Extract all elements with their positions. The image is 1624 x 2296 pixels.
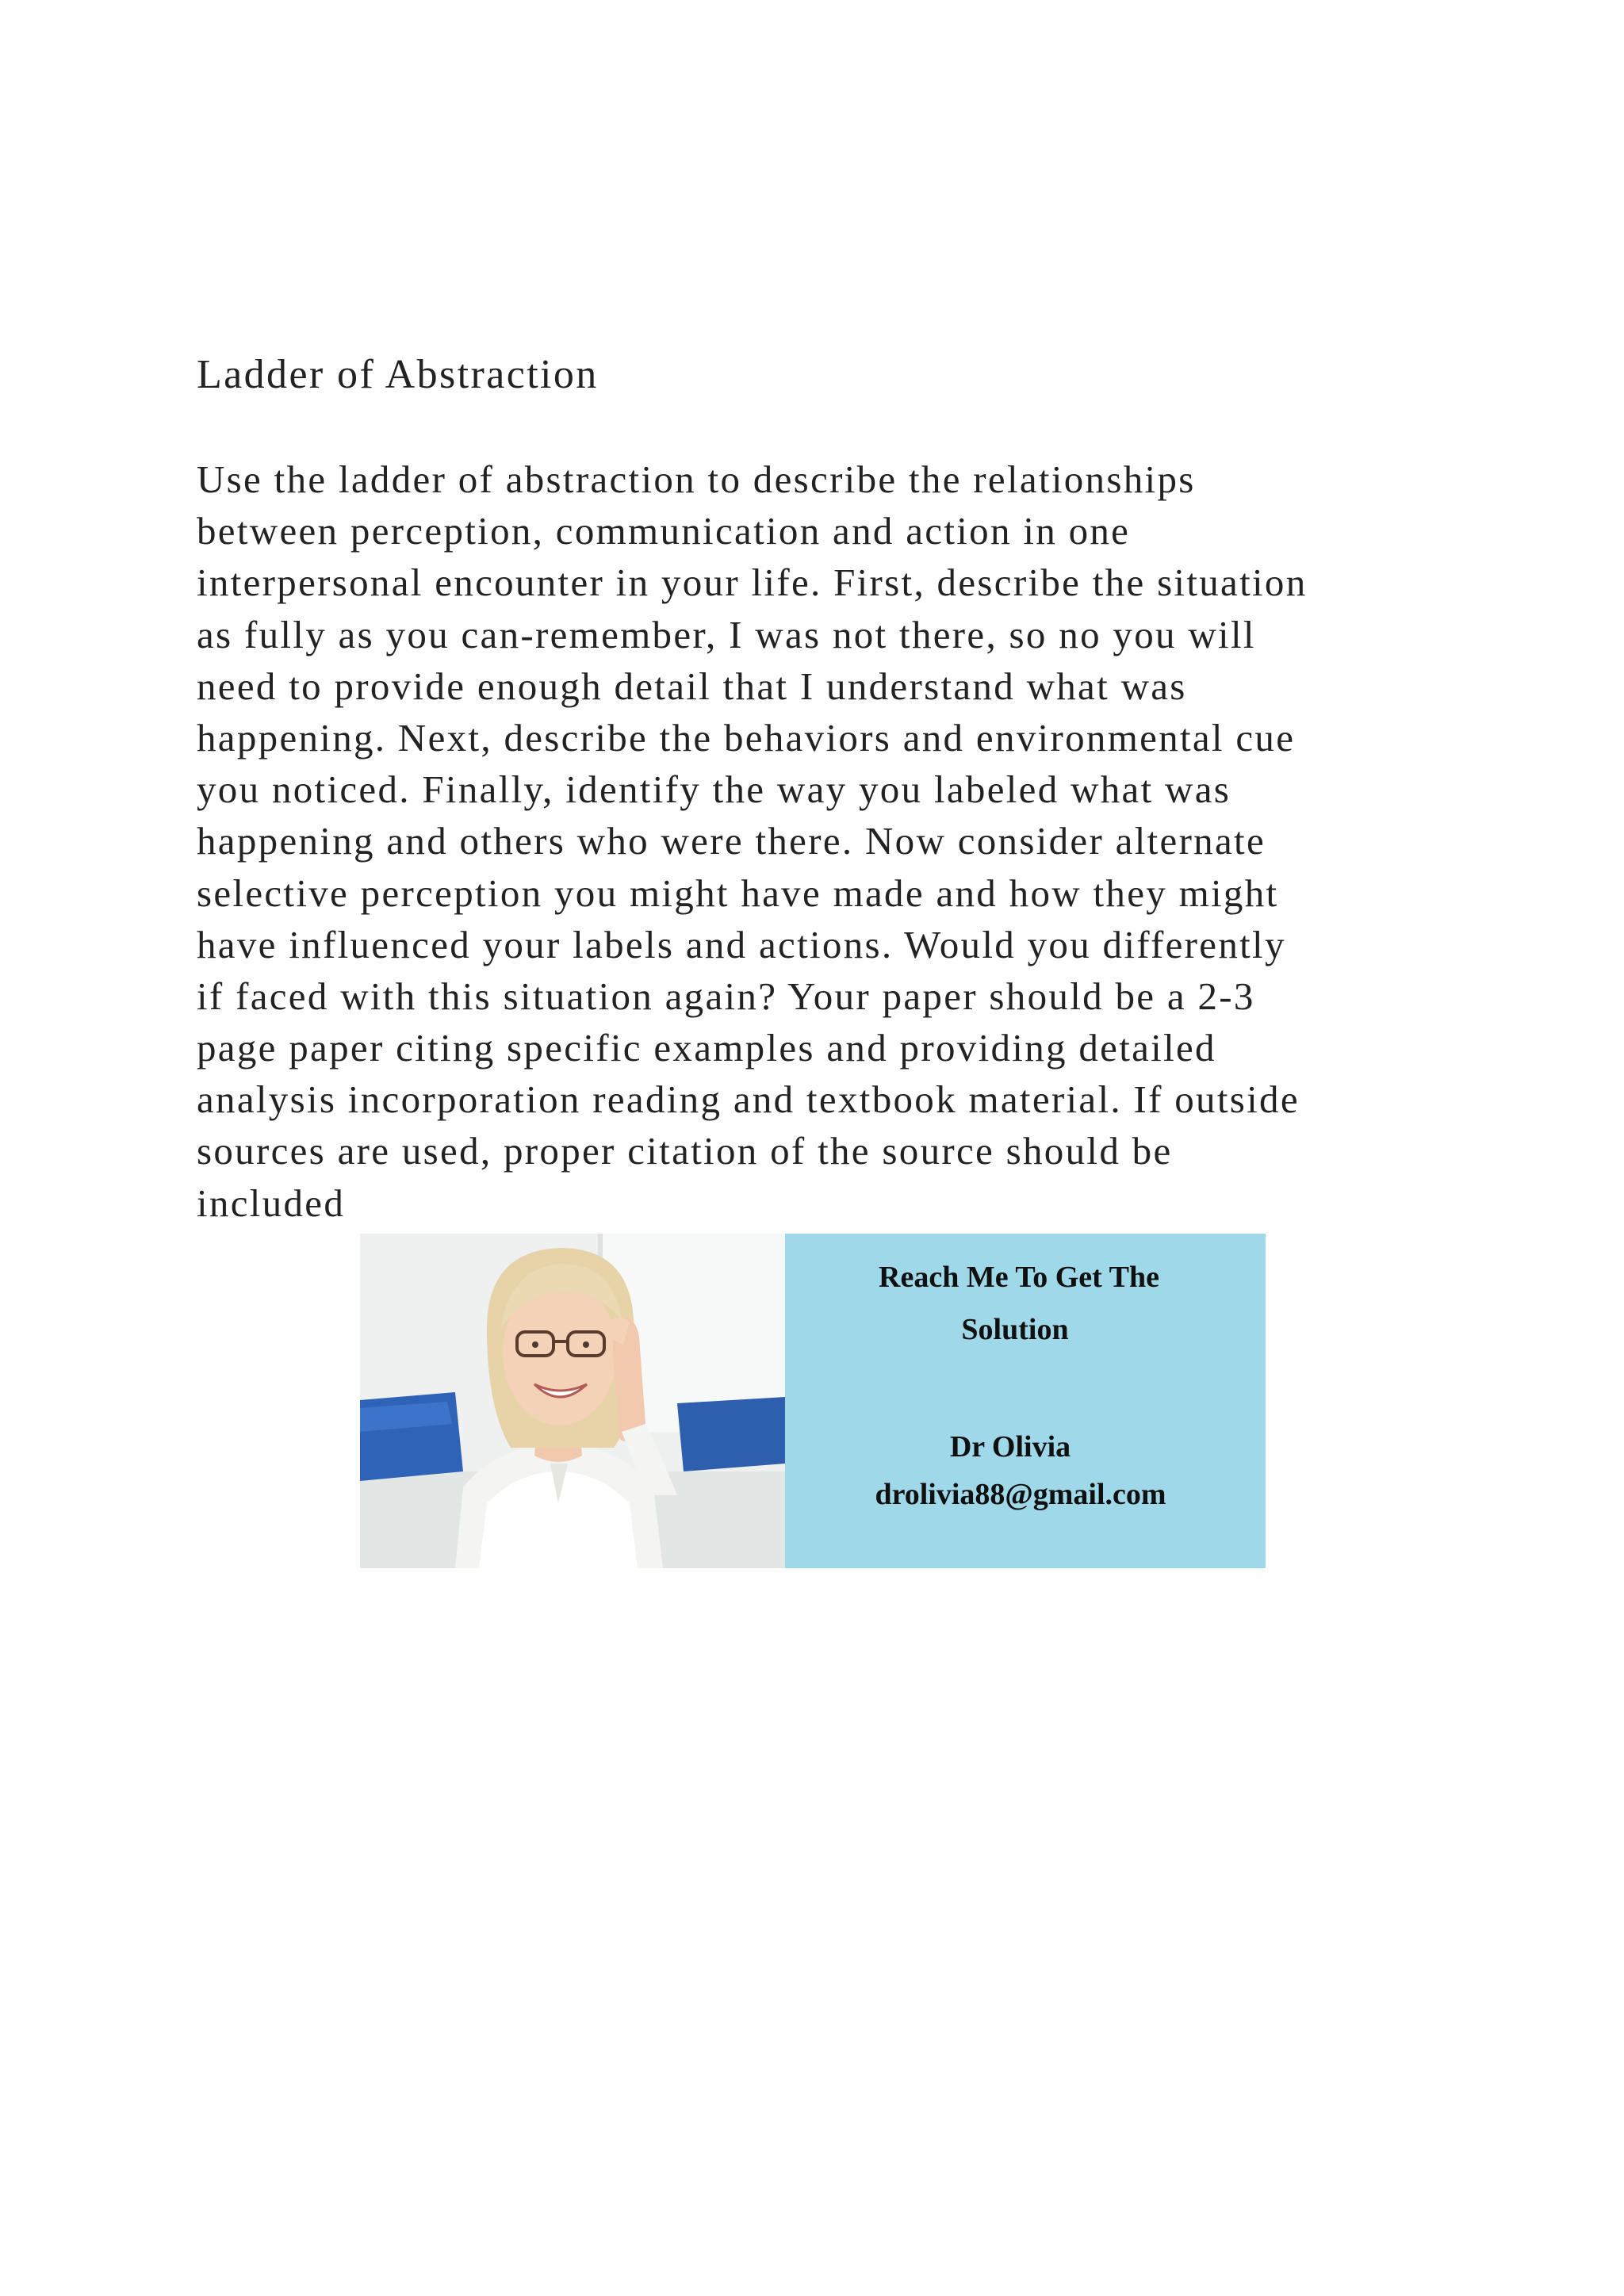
body-line: between perception, communication and action in one — [197, 509, 1131, 553]
body-line: if faced with this situation again? Your paper should be a 2-3 — [197, 974, 1255, 1018]
body-line: page paper citing specific examples and providing detailed — [197, 1026, 1216, 1070]
document-title: Ladder of Abstraction — [197, 352, 599, 397]
body-line: interpersonal encounter in your life. First, describe the situation — [197, 561, 1308, 605]
contact-card — [785, 1234, 1266, 1568]
body-line: need to provide enough detail that I understand what was — [197, 664, 1187, 708]
body-line: happening. Next, describe the behaviors and environmental cue — [197, 715, 1296, 760]
body-line: you noticed. Finally, identify the way you labeled what was — [197, 767, 1231, 812]
contact-banner — [360, 1234, 1266, 1568]
banner-photo — [360, 1234, 785, 1568]
body-line: selective perception you might have made and how they might — [197, 871, 1279, 915]
card-heading-line-2: Solution — [961, 1313, 1069, 1346]
body-line: happening and others who were there. Now consider alternate — [197, 819, 1266, 863]
contact-name: Dr Olivia — [949, 1430, 1071, 1464]
woman-with-glasses-illustration — [360, 1234, 785, 1568]
card-heading-line-1: Reach Me To Get The — [879, 1261, 1159, 1294]
body-line: sources are used, proper citation of the source should be — [197, 1129, 1173, 1173]
contact-email: drolivia88@gmail.com — [875, 1478, 1166, 1511]
document-body — [197, 453, 1497, 1229]
body-line: have influenced your labels and actions. Would you differently — [197, 922, 1286, 966]
body-line: Use the ladder of abstraction to describe the relationships — [197, 457, 1196, 501]
body-line: included — [197, 1181, 346, 1225]
body-line: analysis incorporation reading and textbook material. If outside — [197, 1077, 1300, 1122]
body-line: as fully as you can-remember, I was not there, so no you will — [197, 612, 1256, 656]
